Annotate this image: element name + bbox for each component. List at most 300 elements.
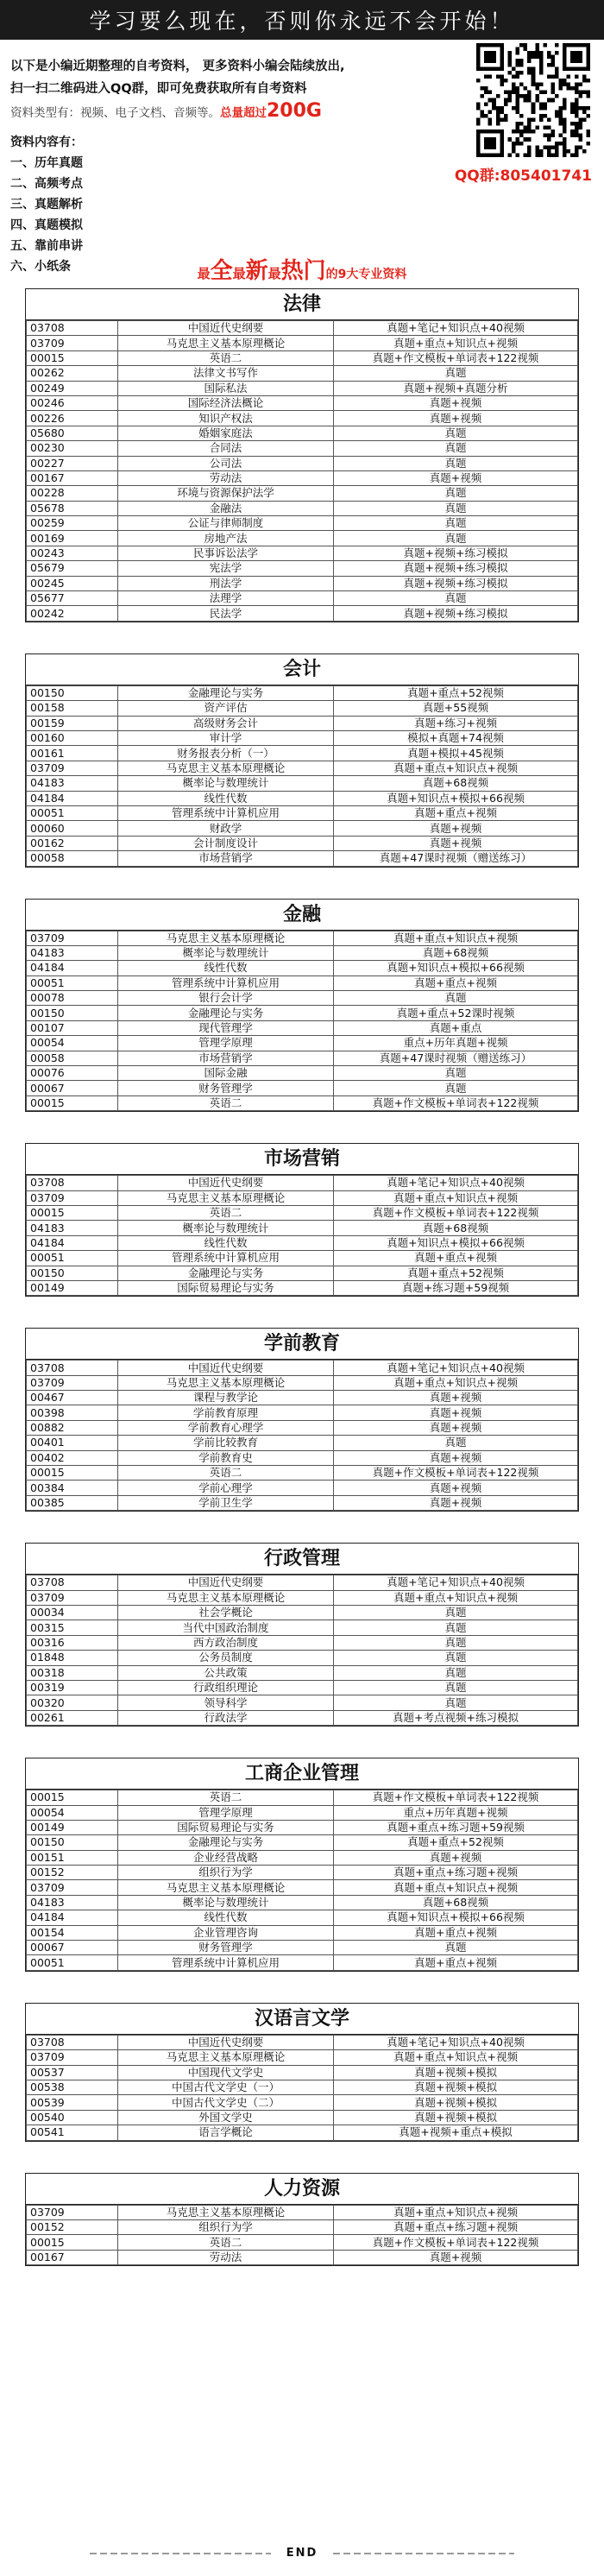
table-row (27, 1925, 578, 1940)
table-row (27, 945, 578, 960)
table-row (27, 501, 578, 515)
table-row (27, 1866, 578, 1880)
course-name: 线性代数 (118, 1910, 334, 1925)
table-row (27, 1635, 578, 1650)
course-code: 00539 (27, 2095, 118, 2110)
course-code: 00161 (27, 746, 118, 761)
course-name: 马克思主义基本原理概论 (118, 761, 334, 775)
table-row (27, 606, 578, 621)
course-code: 03709 (27, 1590, 118, 1605)
table-row (27, 1710, 578, 1725)
course-materials: 真题+视频+重点+模拟 (334, 2125, 578, 2140)
table-row (27, 1620, 578, 1635)
course-code: 00060 (27, 821, 118, 836)
course-code: 00150 (27, 1006, 118, 1020)
resource-total-label: 总量超过 (220, 106, 267, 120)
table-row (27, 2095, 578, 2110)
table-row (27, 2205, 578, 2219)
course-name: 西方政治制度 (118, 1635, 334, 1650)
course-materials: 真题+视频 (334, 1481, 578, 1495)
course-code: 00058 (27, 851, 118, 866)
resource-total-size: 200G (267, 100, 322, 122)
course-materials: 真题+重点+知识点+视频 (334, 1590, 578, 1605)
course-materials: 真题+重点+视频 (334, 1955, 578, 1970)
table-row (27, 561, 578, 576)
course-code: 00167 (27, 2250, 118, 2264)
course-code: 03708 (27, 1575, 118, 1590)
course-name: 财务管理学 (118, 1941, 334, 1955)
course-name: 社会学概论 (118, 1606, 334, 1620)
table-row (27, 591, 578, 606)
course-code: 00318 (27, 1665, 118, 1680)
table-row (27, 381, 578, 395)
course-name: 语言学概论 (118, 2125, 334, 2140)
course-materials: 真题+47课时视频（赠送练习） (334, 851, 578, 866)
course-materials: 真题+作文模板+单词表+122视频 (334, 1205, 578, 1220)
content-list-item: 三、真题解析 (10, 198, 83, 212)
course-section (25, 653, 579, 868)
table-row (27, 1020, 578, 1035)
table-row (27, 1280, 578, 1295)
course-code: 00150 (27, 685, 118, 700)
course-name: 金融理论与实务 (118, 1266, 334, 1280)
course-name: 市场营销学 (118, 1051, 334, 1065)
table-row (27, 546, 578, 560)
course-materials: 真题 (334, 1436, 578, 1450)
table-row (27, 1036, 578, 1051)
course-code: 00243 (27, 546, 118, 560)
course-materials: 真题+视频 (334, 395, 578, 410)
course-materials: 真题+视频 (334, 411, 578, 426)
course-materials: 真题 (334, 501, 578, 515)
course-name: 线性代数 (118, 961, 334, 975)
table-row (27, 2080, 578, 2094)
course-code: 00058 (27, 1051, 118, 1065)
course-table (26, 1360, 578, 1511)
end-label: END (286, 2547, 318, 2560)
course-code: 00169 (27, 531, 118, 546)
course-materials: 真题+重点+视频 (334, 975, 578, 990)
course-code: 00034 (27, 1606, 118, 1620)
table-row (27, 1266, 578, 1280)
course-name: 英语二 (118, 1095, 334, 1110)
course-materials: 真题 (334, 441, 578, 456)
headline-part: 全 (210, 258, 233, 284)
course-materials: 真题+笔记+知识点+40视频 (334, 1176, 578, 1190)
course-code: 00537 (27, 2065, 118, 2080)
course-code: 00152 (27, 1866, 118, 1880)
section-title: 法律 (26, 289, 578, 320)
course-name: 马克思主义基本原理概论 (118, 1375, 334, 1390)
course-name: 公司法 (118, 456, 334, 470)
table-row (27, 411, 578, 426)
course-name: 房地产法 (118, 531, 334, 546)
table-row (27, 1665, 578, 1680)
course-code: 00402 (27, 1450, 118, 1465)
course-materials: 真题+视频+模拟 (334, 2065, 578, 2080)
course-materials: 真题 (334, 1941, 578, 1955)
course-code: 03708 (27, 2035, 118, 2049)
content-list-title: 资料内容有： (10, 136, 83, 149)
course-name: 中国近代史纲要 (118, 1361, 334, 1375)
course-code: 00401 (27, 1436, 118, 1450)
qq-group-number: QQ群:805401741 (454, 167, 592, 185)
course-code: 04183 (27, 1221, 118, 1235)
table-row (27, 1575, 578, 1590)
course-code: 00226 (27, 411, 118, 426)
course-section (25, 1543, 579, 1727)
table-row (27, 2035, 578, 2049)
course-table (26, 1575, 578, 1726)
course-name: 民法学 (118, 606, 334, 621)
table-row (27, 1820, 578, 1834)
course-materials: 真题+笔记+知识点+40视频 (334, 2035, 578, 2049)
course-section (25, 2003, 579, 2142)
table-row (27, 2050, 578, 2065)
course-materials: 真题+视频+模拟 (334, 2080, 578, 2094)
table-row (27, 2250, 578, 2264)
table-row (27, 836, 578, 850)
table-row (27, 991, 578, 1006)
course-materials: 真题+重点+知识点+视频 (334, 931, 578, 945)
section-gap (0, 868, 604, 899)
table-row (27, 1695, 578, 1710)
table-row (27, 1251, 578, 1266)
course-code: 00320 (27, 1695, 118, 1710)
course-materials: 真题+练习+视频 (334, 716, 578, 730)
course-code: 00541 (27, 2125, 118, 2140)
course-code: 04183 (27, 776, 118, 791)
course-code: 00384 (27, 1481, 118, 1495)
table-row (27, 1436, 578, 1450)
course-table (26, 1175, 578, 1296)
course-materials: 真题+视频+模拟 (334, 2110, 578, 2125)
table-row (27, 1405, 578, 1420)
course-name: 知识产权法 (118, 411, 334, 426)
course-code: 00151 (27, 1850, 118, 1865)
course-name: 马克思主义基本原理概论 (118, 1590, 334, 1605)
course-code: 00538 (27, 2080, 118, 2094)
course-materials: 真题 (334, 486, 578, 501)
table-row (27, 1066, 578, 1081)
course-name: 管理学原理 (118, 1036, 334, 1051)
course-code: 00160 (27, 730, 118, 745)
intro-line-2: 扫一扫二维码进入QQ群，即可免费获取所有自考资料 (10, 82, 307, 96)
course-name: 马克思主义基本原理概论 (118, 1190, 334, 1205)
course-name: 行政组织理论 (118, 1680, 334, 1695)
course-code: 00150 (27, 1835, 118, 1850)
course-code: 03708 (27, 1361, 118, 1375)
table-row (27, 821, 578, 836)
course-name: 国际经济法概论 (118, 395, 334, 410)
course-table (26, 931, 578, 1112)
course-name: 财务报表分析（一） (118, 746, 334, 761)
table-row (27, 1420, 578, 1435)
table-row (27, 441, 578, 456)
table-row (27, 1941, 578, 1955)
section-gap (0, 622, 604, 653)
course-name: 管理系统中计算机应用 (118, 975, 334, 990)
course-name: 组织行为学 (118, 2219, 334, 2234)
table-row (27, 1835, 578, 1850)
table-row (27, 730, 578, 745)
course-name: 学前心理学 (118, 1481, 334, 1495)
course-code: 00259 (27, 516, 118, 531)
table-row (27, 1205, 578, 1220)
course-code: 05678 (27, 501, 118, 515)
course-name: 企业经营战略 (118, 1850, 334, 1865)
course-name: 市场营销学 (118, 851, 334, 866)
course-materials: 真题+55视频 (334, 701, 578, 716)
course-table (26, 685, 578, 867)
course-materials: 真题 (334, 366, 578, 381)
course-code: 00051 (27, 975, 118, 990)
course-name: 中国古代文学史（一） (118, 2080, 334, 2094)
course-code: 00015 (27, 1466, 118, 1481)
course-name: 劳动法 (118, 470, 334, 485)
course-materials: 真题+作文模板+单词表+122视频 (334, 1466, 578, 1481)
course-materials: 真题+视频+练习模拟 (334, 561, 578, 576)
course-materials: 真题+重点+知识点+视频 (334, 1190, 578, 1205)
course-materials: 真题 (334, 1066, 578, 1081)
course-code: 00162 (27, 836, 118, 850)
course-name: 概率论与数理统计 (118, 1895, 334, 1910)
course-materials: 重点+历年真题+视频 (334, 1036, 578, 1051)
course-name: 公共政策 (118, 1665, 334, 1680)
course-materials: 真题+重点+知识点+视频 (334, 1375, 578, 1390)
course-name: 领导科学 (118, 1695, 334, 1710)
table-row (27, 1221, 578, 1235)
course-name: 劳动法 (118, 2250, 334, 2264)
qr-code-icon[interactable] (476, 43, 590, 157)
table-row (27, 761, 578, 775)
course-code: 00249 (27, 381, 118, 395)
course-code: 00261 (27, 1710, 118, 1725)
course-table (26, 320, 578, 622)
course-code: 03709 (27, 336, 118, 350)
course-name: 英语二 (118, 350, 334, 365)
table-row (27, 426, 578, 440)
table-row (27, 851, 578, 866)
course-name: 高级财务会计 (118, 716, 334, 730)
course-code: 05677 (27, 591, 118, 606)
table-row (27, 931, 578, 945)
course-materials: 真题 (334, 991, 578, 1006)
course-name: 学前教育史 (118, 1450, 334, 1465)
course-code: 00054 (27, 1036, 118, 1051)
course-materials: 真题+重点+知识点+视频 (334, 761, 578, 775)
course-name: 环境与资源保护法学 (118, 486, 334, 501)
course-materials: 真题+视频 (334, 1420, 578, 1435)
table-row (27, 1790, 578, 1805)
table-row (27, 1095, 578, 1110)
section-title: 人力资源 (26, 2174, 578, 2205)
course-name: 线性代数 (118, 791, 334, 805)
course-name: 公证与律师制度 (118, 516, 334, 531)
section-gap (0, 1512, 604, 1543)
course-materials: 真题+模拟+45视频 (334, 746, 578, 761)
table-row (27, 1190, 578, 1205)
table-row (27, 336, 578, 350)
course-code: 00540 (27, 2110, 118, 2125)
course-table (26, 1790, 578, 1971)
table-row (27, 366, 578, 381)
table-row (27, 2235, 578, 2250)
section-title: 汉语言文学 (26, 2004, 578, 2035)
table-row (27, 1495, 578, 1510)
content-list-item: 二、高频考点 (10, 177, 83, 191)
table-row (27, 776, 578, 791)
course-name: 线性代数 (118, 1235, 334, 1250)
table-row (27, 1910, 578, 1925)
section-title: 会计 (26, 654, 578, 685)
course-materials: 真题+作文模板+单词表+122视频 (334, 1095, 578, 1110)
course-name: 中国现代文学史 (118, 2065, 334, 2080)
course-materials: 真题+重点+知识点+视频 (334, 336, 578, 350)
course-code: 04184 (27, 961, 118, 975)
course-materials: 真题+重点+52课时视频 (334, 1006, 578, 1020)
course-name: 管理系统中计算机应用 (118, 1955, 334, 1970)
course-materials: 真题+知识点+模拟+66视频 (334, 1910, 578, 1925)
table-row (27, 321, 578, 336)
course-materials: 真题+作文模板+单词表+122视频 (334, 350, 578, 365)
course-code: 00398 (27, 1405, 118, 1420)
course-code: 04184 (27, 1910, 118, 1925)
table-row (27, 531, 578, 546)
course-code: 00015 (27, 350, 118, 365)
course-materials: 真题 (334, 456, 578, 470)
table-row (27, 746, 578, 761)
course-code: 00882 (27, 1420, 118, 1435)
headline-part: 热门 (280, 258, 326, 284)
course-name: 银行会计学 (118, 991, 334, 1006)
course-materials: 真题+作文模板+单词表+122视频 (334, 1790, 578, 1805)
course-materials: 真题+68视频 (334, 1895, 578, 1910)
section-title: 工商企业管理 (26, 1758, 578, 1790)
table-row (27, 685, 578, 700)
course-materials: 真题+重点+52视频 (334, 1266, 578, 1280)
course-materials: 真题+笔记+知识点+40视频 (334, 1361, 578, 1375)
course-name: 组织行为学 (118, 1866, 334, 1880)
course-materials: 真题 (334, 1680, 578, 1695)
course-code: 03708 (27, 1176, 118, 1190)
course-name: 民事诉讼法学 (118, 546, 334, 560)
course-name: 金融法 (118, 501, 334, 515)
table-row (27, 1651, 578, 1665)
course-sections (0, 288, 604, 2266)
course-name: 国际贸易理论与实务 (118, 1280, 334, 1295)
course-code: 00158 (27, 701, 118, 716)
course-name: 中国近代史纲要 (118, 1176, 334, 1190)
course-code: 03709 (27, 2050, 118, 2065)
headline-part: 最 (197, 266, 211, 281)
course-materials: 真题 (334, 591, 578, 606)
section-title: 金融 (26, 900, 578, 931)
course-materials: 模拟+真题+74视频 (334, 730, 578, 745)
course-materials: 真题 (334, 1635, 578, 1650)
course-code: 04183 (27, 945, 118, 960)
course-materials: 真题 (334, 1081, 578, 1095)
course-code: 00149 (27, 1820, 118, 1834)
course-code: 00154 (27, 1925, 118, 1940)
course-name: 概率论与数理统计 (118, 945, 334, 960)
course-name: 会计制度设计 (118, 836, 334, 850)
course-code: 00051 (27, 1251, 118, 1266)
course-name: 行政法学 (118, 1710, 334, 1725)
course-table (26, 2035, 578, 2141)
course-code: 00228 (27, 486, 118, 501)
course-materials: 真题+视频 (334, 2250, 578, 2264)
table-row (27, 975, 578, 990)
course-name: 概率论与数理统计 (118, 1221, 334, 1235)
course-section (25, 1328, 579, 1512)
course-name: 概率论与数理统计 (118, 776, 334, 791)
table-row (27, 1805, 578, 1820)
course-code: 00015 (27, 1095, 118, 1110)
table-row (27, 395, 578, 410)
section-gap (0, 1112, 604, 1143)
table-row (27, 2110, 578, 2125)
course-materials: 真题+视频 (334, 1391, 578, 1405)
course-code: 00067 (27, 1941, 118, 1955)
table-row (27, 1680, 578, 1695)
course-code: 00159 (27, 716, 118, 730)
course-name: 国际贸易理论与实务 (118, 1820, 334, 1834)
divider-right (333, 2553, 514, 2554)
table-row (27, 1481, 578, 1495)
course-name: 金融理论与实务 (118, 1006, 334, 1020)
course-code: 00152 (27, 2219, 118, 2234)
course-code: 00054 (27, 1805, 118, 1820)
intro-line-1: 以下是小编近期整理的自考资料， 更多资料小编会陆续放出, (10, 60, 345, 73)
course-code: 00167 (27, 470, 118, 485)
course-code: 00246 (27, 395, 118, 410)
course-code: 00067 (27, 1081, 118, 1095)
course-materials: 真题 (334, 426, 578, 440)
headline-part: 新 (245, 258, 268, 284)
course-code: 03709 (27, 761, 118, 775)
table-row (27, 1606, 578, 1620)
course-name: 英语二 (118, 2235, 334, 2250)
course-materials: 真题+视频+真题分析 (334, 381, 578, 395)
table-row (27, 1235, 578, 1250)
table-row (27, 2065, 578, 2080)
table-row (27, 456, 578, 470)
course-materials: 真题+重点+52视频 (334, 685, 578, 700)
course-name: 马克思主义基本原理概论 (118, 336, 334, 350)
course-code: 00107 (27, 1020, 118, 1035)
course-name: 金融理论与实务 (118, 685, 334, 700)
course-materials: 重点+历年真题+视频 (334, 1805, 578, 1820)
course-materials: 真题+68视频 (334, 776, 578, 791)
table-row (27, 1375, 578, 1390)
table-row (27, 486, 578, 501)
course-code: 03709 (27, 931, 118, 945)
course-code: 00385 (27, 1495, 118, 1510)
course-code: 03709 (27, 1880, 118, 1895)
course-materials: 真题+视频+练习模拟 (334, 606, 578, 621)
course-name: 学前教育原理 (118, 1405, 334, 1420)
course-materials: 真题+重点+知识点+视频 (334, 1880, 578, 1895)
course-name: 管理系统中计算机应用 (118, 1251, 334, 1266)
course-name: 马克思主义基本原理概论 (118, 2205, 334, 2219)
course-materials: 真题+视频 (334, 1495, 578, 1510)
table-row (27, 350, 578, 365)
course-name: 国际私法 (118, 381, 334, 395)
course-name: 中国近代史纲要 (118, 1575, 334, 1590)
table-row (27, 805, 578, 820)
table-row (27, 1850, 578, 1865)
